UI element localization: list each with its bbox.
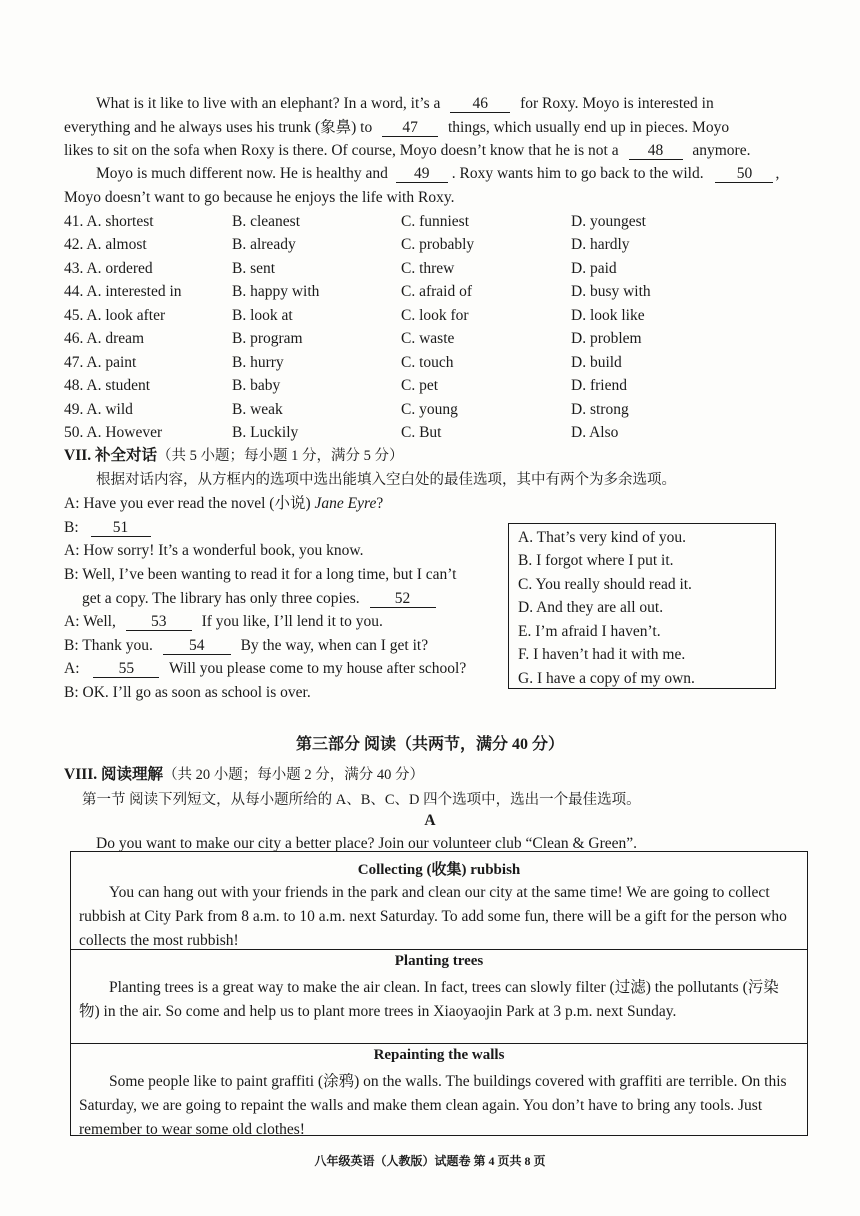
option-a: A. That’s very kind of you.	[518, 529, 687, 546]
q43-option-a: 43. A. ordered	[64, 260, 153, 277]
q50-option-b: B. Luckily	[232, 424, 299, 441]
dialogue-line-5	[82, 589, 436, 609]
q43-option-c: C. threw	[401, 260, 455, 277]
section-8-number: VIII.	[64, 766, 98, 783]
section-7-instruction: 根据对话内容，从方框内的选项中选出能填入空白处的最佳选项，其中有两个为多余选项。	[96, 472, 676, 488]
q44-option-d: D. busy with	[571, 283, 651, 300]
section-7-heading	[64, 446, 404, 466]
option-g: G. I have a copy of my own.	[518, 670, 695, 687]
section-8-title: 阅读理解	[101, 766, 164, 783]
q49-option-a: 49. A. wild	[64, 401, 133, 418]
dialogue-line-4: B: Well, I’ve been wanting to read it for a long time, but I can’t	[64, 566, 457, 583]
text: Moyo is much different now. He is healthy and	[96, 165, 388, 182]
cloze-line-4	[96, 164, 779, 184]
q47-option-c: C. touch	[401, 354, 454, 371]
q48-option-d: D. friend	[571, 377, 627, 394]
text: A: Have you ever read the novel (小说)	[64, 495, 311, 512]
blank-50: 50	[715, 166, 773, 183]
q48-option-c: C. pet	[401, 377, 439, 394]
cloze-line-2	[64, 118, 729, 138]
speaker: B:	[64, 519, 79, 536]
q49-option-d: D. strong	[571, 401, 629, 418]
activity-heading-planting: Planting trees	[394, 953, 484, 969]
dialogue-line-9: B: OK. I’ll go as soon as school is over.	[64, 684, 311, 701]
q42-option-c: C. probably	[401, 236, 475, 253]
text: B: Thank you.	[64, 637, 153, 654]
blank-53: 53	[126, 614, 192, 631]
text: anymore.	[692, 142, 751, 159]
q43-option-d: D. paid	[571, 260, 617, 277]
section-7-title: 补全对话	[95, 447, 158, 464]
option-c: C. You really should read it.	[518, 576, 692, 593]
q42-option-b: B. already	[232, 236, 296, 253]
text: for Roxy. Moyo is interested in	[520, 95, 714, 112]
blank-46: 46	[450, 96, 510, 113]
q41-option-b: B. cleanest	[232, 213, 301, 230]
q47-option-b: B. hurry	[232, 354, 284, 371]
option-d: D. And they are all out.	[518, 599, 664, 616]
activity-text-collecting: You can hang out with your friends in the park and clean our city at the same time! We are going to collect rubbish at City Park from 8 a.m. to 10 a.m. next Saturday. To add some fun, there will be a gift for the person who collects the most rubbish!	[79, 884, 787, 949]
speaker: A:	[64, 660, 80, 677]
text: likes to sit on the sofa when Roxy is there. Of course, Moyo doesn’t know that he is not a	[64, 142, 619, 159]
option-f: F. I haven’t had it with me.	[518, 646, 686, 663]
q49-option-b: B. weak	[232, 401, 283, 418]
dialogue-line-8	[64, 659, 466, 679]
blank-52: 52	[370, 591, 436, 608]
q46-option-b: B. program	[232, 330, 303, 347]
activity-text-repainting: Some people like to paint graffiti (涂鸦) on the walls. The buildings covered with graffiti are terrible. On this Saturday, we are going to repaint the walls and make them clean again. You don’t have to bring any tools. Just remember to wear some old clothes!	[79, 1073, 787, 1138]
passage-intro: Do you want to make our city a better place? Join our volunteer club “Clean & Green”.	[96, 835, 638, 852]
blank-51: 51	[91, 520, 151, 537]
q45-option-a: 45. A. look after	[64, 307, 166, 324]
text: ,	[775, 165, 780, 182]
dialogue-line-1	[64, 494, 383, 514]
sub-section-1-instruction: 第一节 阅读下列短文，从每小题所给的 A、B、C、D 四个选项中，选出一个最佳选项。	[82, 792, 641, 808]
q44-option-a: 44. A. interested in	[64, 283, 182, 300]
q48-option-b: B. baby	[232, 377, 281, 394]
q49-option-c: C. young	[401, 401, 458, 418]
q50-option-c: C. But	[401, 424, 442, 441]
q48-option-a: 48. A. student	[64, 377, 151, 394]
q50-option-d: D. Also	[571, 424, 619, 441]
text: If you like, I’ll lend it to you.	[201, 613, 383, 630]
text: . Roxy wants him to go back to the wild.	[451, 165, 704, 182]
activities-table	[70, 851, 808, 1136]
blank-48: 48	[629, 143, 683, 160]
option-box	[508, 523, 776, 689]
section-8-info: （共 20 小题；每小题 2 分，满分 40 分）	[163, 767, 425, 783]
option-b: B. I forgot where I put it.	[518, 552, 674, 569]
activity-heading-collecting: Collecting (收集) rubbish	[357, 862, 521, 878]
section-7-number: VII.	[64, 447, 92, 464]
q41-option-c: C. funniest	[401, 213, 470, 230]
blank-49: 49	[396, 166, 448, 183]
option-e: E. I’m afraid I haven’t.	[518, 623, 661, 640]
text: Will you please come to my house after school?	[168, 660, 467, 677]
table-divider	[71, 949, 807, 950]
activity-text-planting: Planting trees is a great way to make the air clean. In fact, trees can slowly filter (过滤) the pollutants (污染物) in the air. So come and help us to plant more trees in Xiaoyaojin Park at 3 p.m. next Sunday.	[79, 979, 779, 1020]
q47-option-d: D. build	[571, 354, 622, 371]
dialogue-line-7	[64, 636, 428, 656]
dialogue-line-2	[64, 518, 151, 538]
section-7-info: （共 5 小题；每小题 1 分，满分 5 分）	[157, 448, 404, 464]
cloze-line-3	[64, 141, 750, 161]
q41-option-a: 41. A. shortest	[64, 213, 154, 230]
text: get a copy. The library has only three copies.	[82, 590, 360, 607]
section-8-heading	[64, 765, 424, 785]
q44-option-b: B. happy with	[232, 283, 320, 300]
text: A: Well,	[64, 613, 116, 630]
text: By the way, when can I get it?	[240, 637, 429, 654]
text: ?	[376, 495, 384, 512]
q42-option-a: 42. A. almost	[64, 236, 147, 253]
q44-option-c: C. afraid of	[401, 283, 473, 300]
q45-option-d: D. look like	[571, 307, 645, 324]
blank-55: 55	[93, 661, 159, 678]
q46-option-d: D. problem	[571, 330, 642, 347]
cloze-line-5: Moyo doesn’t want to go because he enjoys the life with Roxy.	[64, 189, 455, 206]
cloze-line-1	[96, 94, 714, 114]
text: things, which usually end up in pieces. Moyo	[447, 119, 730, 136]
blank-54: 54	[163, 638, 231, 655]
blank-47: 47	[382, 120, 438, 137]
q41-option-d: D. youngest	[571, 213, 646, 230]
page-footer: 八年级英语（人教版）试题卷 第 4 页共 8 页	[314, 1154, 546, 1168]
q47-option-a: 47. A. paint	[64, 354, 137, 371]
text: What is it like to live with an elephant? In a word, it’s a	[96, 95, 441, 112]
table-divider	[71, 1043, 807, 1044]
q46-option-a: 46. A. dream	[64, 330, 145, 347]
q45-option-b: B. look at	[232, 307, 293, 324]
q43-option-b: B. sent	[232, 260, 276, 277]
part-3-title: 第三部分 阅读（共两节，满分 40 分）	[295, 736, 564, 753]
q42-option-d: D. hardly	[571, 236, 630, 253]
dialogue-line-6	[64, 612, 383, 632]
q45-option-c: C. look for	[401, 307, 469, 324]
activity-heading-repainting: Repainting the walls	[373, 1047, 505, 1063]
novel-title: Jane Eyre	[314, 495, 377, 512]
text: everything and he always uses his trunk (象鼻) to	[64, 119, 373, 136]
passage-letter: A	[424, 812, 436, 829]
q50-option-a: 50. A. However	[64, 424, 163, 441]
dialogue-line-3: A: How sorry! It’s a wonderful book, you know.	[64, 542, 364, 559]
q46-option-c: C. waste	[401, 330, 455, 347]
